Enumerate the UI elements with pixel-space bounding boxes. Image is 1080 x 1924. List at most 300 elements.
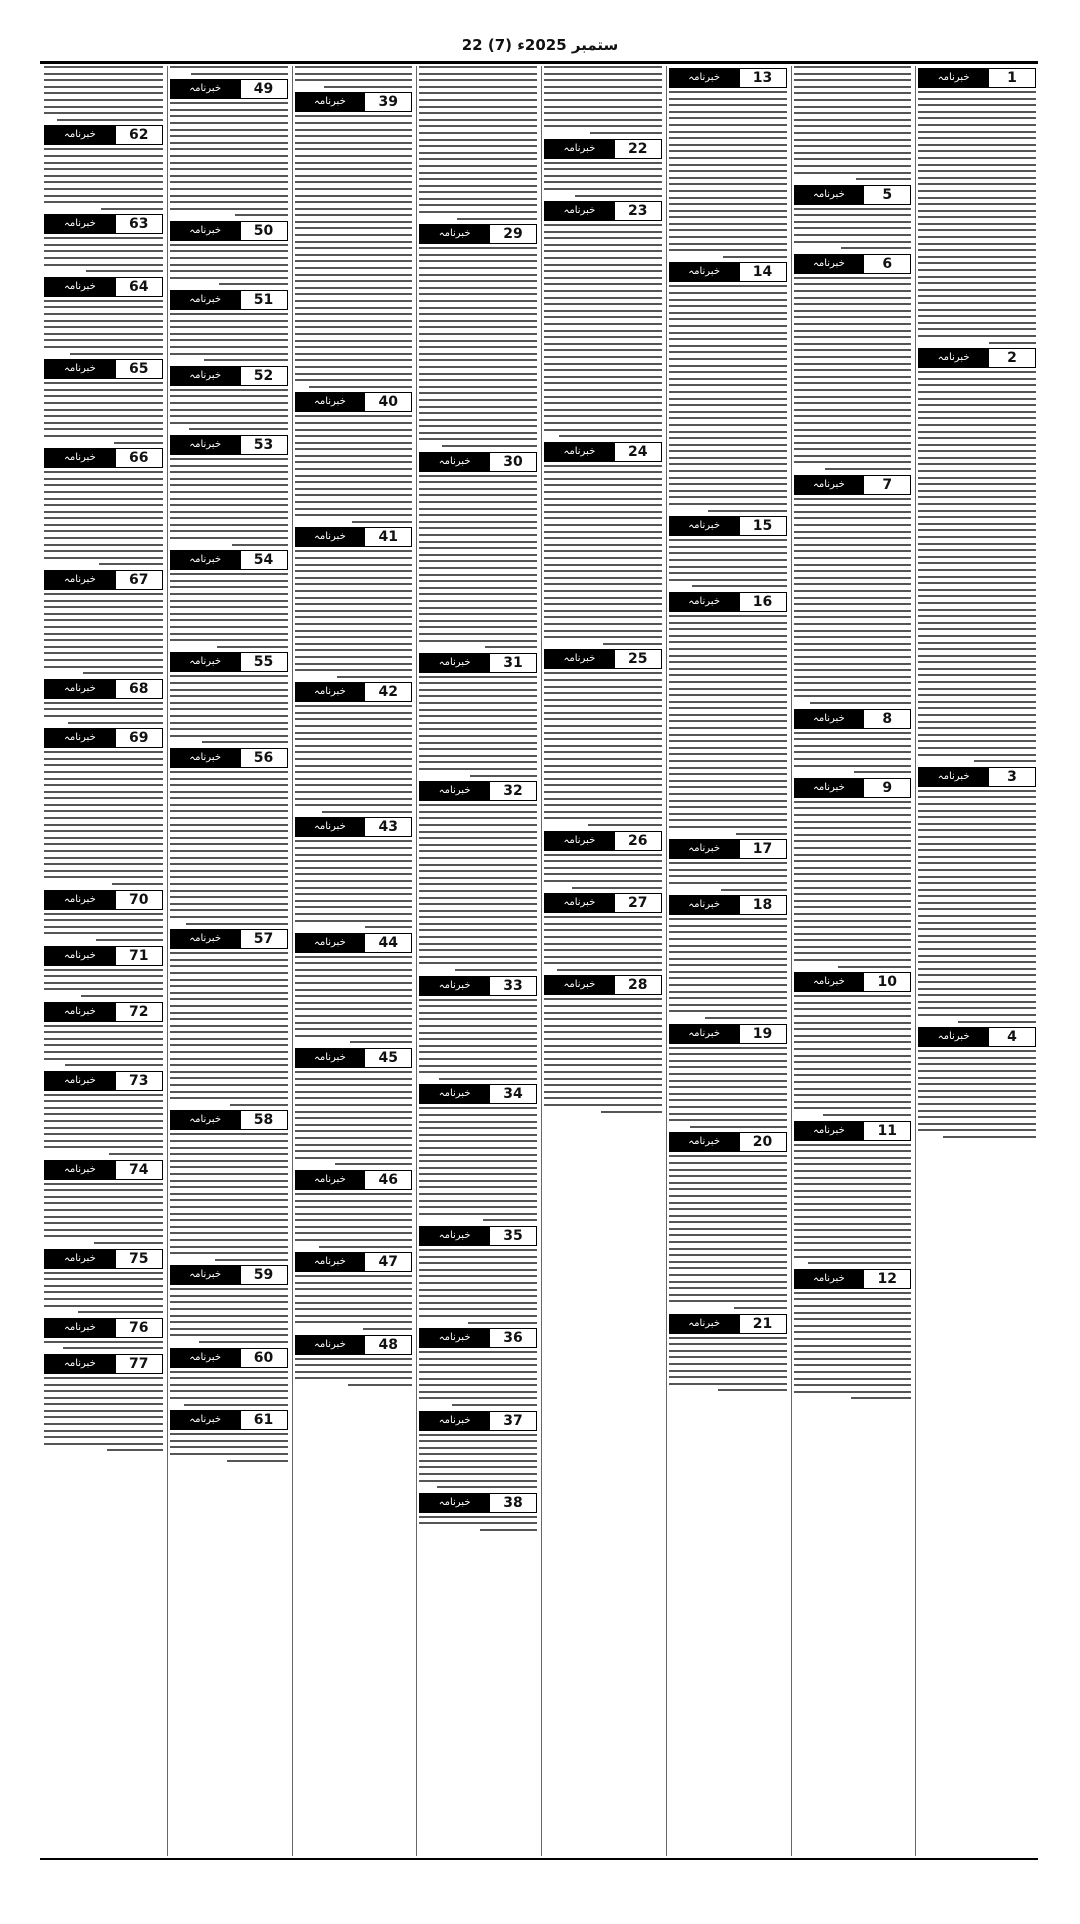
text-line (44, 810, 163, 812)
news-item-label (170, 366, 288, 386)
news-item (44, 890, 163, 941)
news-item-label (44, 679, 163, 699)
text-line (669, 1300, 787, 1302)
text-line (44, 1107, 163, 1109)
text-line (918, 124, 1036, 126)
text-line (669, 1383, 787, 1385)
text-line (669, 223, 787, 225)
text-line (794, 227, 912, 229)
text-line (544, 1078, 662, 1080)
text-line (669, 1195, 787, 1197)
news-item-label (44, 570, 163, 590)
text-line (170, 66, 288, 68)
text-line (44, 326, 163, 328)
text-line (918, 968, 1036, 970)
text-line (669, 483, 787, 485)
news-item (295, 933, 413, 1044)
text-line (669, 431, 787, 433)
text-line (544, 791, 662, 793)
text-line (669, 417, 787, 419)
text-line (324, 86, 412, 88)
text-line (544, 224, 662, 226)
text-line (918, 747, 1036, 749)
text-line (918, 256, 1036, 258)
news-item (170, 550, 288, 648)
news-item-tag: خبرنامہ (45, 680, 115, 698)
text-line (295, 468, 413, 470)
text-line (794, 873, 912, 875)
news-item-label (419, 653, 537, 673)
text-line (295, 1091, 413, 1093)
news-item-number: 9 (863, 779, 910, 797)
news-item-text (419, 1434, 537, 1489)
text-line (295, 1078, 413, 1080)
text-line (295, 129, 413, 131)
text-line (918, 378, 1036, 380)
text-line (44, 1146, 163, 1148)
text-line (419, 1114, 537, 1116)
news-item-tag: خبرنامہ (795, 255, 864, 273)
text-line (295, 873, 413, 875)
text-line (918, 131, 1036, 133)
text-line (794, 1008, 912, 1010)
text-line (419, 1038, 537, 1040)
text-line (170, 1186, 288, 1188)
text-line (295, 758, 413, 760)
text-line (721, 889, 787, 891)
text-line (669, 707, 787, 709)
text-line (44, 395, 163, 397)
text-line (170, 1153, 288, 1155)
text-line (794, 343, 912, 345)
text-line (669, 806, 787, 808)
text-line (419, 857, 537, 859)
text-line (170, 250, 288, 252)
text-line (109, 1153, 162, 1155)
text-line (112, 883, 163, 885)
text-line (419, 178, 537, 180)
news-item (669, 1024, 787, 1128)
text-line (44, 86, 163, 88)
news-item-text (669, 91, 787, 258)
text-line (295, 920, 413, 922)
text-line (295, 115, 413, 117)
news-item (419, 1411, 537, 1489)
text-line (669, 243, 787, 245)
text-line (794, 415, 912, 417)
news-item (794, 185, 912, 250)
text-line (170, 1377, 288, 1379)
news-item-tag: خبرنامہ (670, 896, 739, 914)
bottom-rule (40, 1858, 1038, 1860)
text-line (794, 952, 912, 954)
text-line (544, 99, 662, 101)
text-line (170, 837, 288, 839)
text-line (363, 1328, 412, 1330)
text-line (544, 564, 662, 566)
text-line (544, 860, 662, 862)
text-line (44, 708, 163, 710)
text-line (44, 181, 163, 183)
text-line (295, 1288, 413, 1290)
text-line (295, 610, 413, 612)
news-item-number: 55 (240, 653, 287, 671)
text-line (669, 984, 787, 986)
text-line (794, 241, 912, 243)
text-line (918, 981, 1036, 983)
text-line (669, 111, 787, 113)
text-line (918, 569, 1036, 571)
news-item-number: 53 (240, 436, 287, 454)
news-item-text (419, 1249, 537, 1324)
text-line (170, 264, 288, 266)
text-line (669, 964, 787, 966)
news-item-tag: خبرنامہ (296, 1049, 365, 1067)
text-line (419, 689, 537, 691)
news-item-label (44, 1249, 163, 1269)
text-line (44, 382, 163, 384)
text-line (44, 1094, 163, 1096)
text-line (419, 1058, 537, 1060)
news-item-text (669, 615, 787, 835)
text-line (295, 867, 413, 869)
news-item-text (544, 998, 662, 1112)
text-line (170, 952, 288, 954)
news-item-tag: خبرنامہ (171, 1111, 240, 1129)
text-line (419, 1289, 537, 1291)
text-line (44, 428, 163, 430)
text-line (295, 577, 413, 579)
text-line (295, 962, 413, 964)
text-line (170, 573, 288, 575)
text-line (918, 701, 1036, 703)
text-line (235, 214, 288, 216)
text-line (794, 1216, 912, 1218)
news-item-label (44, 1002, 163, 1022)
text-line (295, 1097, 413, 1099)
text-line (419, 824, 537, 826)
text-line (170, 162, 288, 164)
text-line (295, 514, 413, 516)
text-line (170, 1301, 288, 1303)
text-line (794, 409, 912, 411)
news-item-number: 43 (364, 818, 411, 836)
text-line (544, 1058, 662, 1060)
text-line (544, 854, 662, 856)
text-line (794, 1298, 912, 1300)
text-line (170, 1226, 288, 1228)
text-line (419, 412, 537, 414)
text-line (669, 384, 787, 386)
text-line (718, 1389, 786, 1391)
text-line (918, 417, 1036, 419)
news-item-label (794, 1269, 912, 1289)
text-line (170, 896, 288, 898)
text-line (44, 778, 163, 780)
text-line (350, 1041, 412, 1043)
text-line (184, 1404, 288, 1406)
news-item (918, 767, 1036, 1023)
text-line (44, 913, 163, 915)
news-item-tag: خبرنامہ (296, 1336, 365, 1354)
text-line (794, 498, 912, 500)
text-line (544, 771, 662, 773)
text-line (603, 643, 662, 645)
text-line (44, 633, 163, 635)
text-line (419, 547, 537, 549)
text-line (918, 829, 1036, 831)
news-item-text (295, 840, 413, 928)
text-line (669, 1169, 787, 1171)
text-line (669, 1350, 787, 1352)
text-line (419, 494, 537, 496)
text-line (544, 672, 662, 674)
text-line (295, 448, 413, 450)
news-item-text (44, 471, 163, 565)
text-line (544, 323, 662, 325)
news-item-text (794, 732, 912, 774)
news-item-text (44, 1377, 163, 1452)
text-line (419, 211, 537, 213)
text-line (669, 292, 787, 294)
text-line (669, 559, 787, 561)
text-line (419, 709, 537, 711)
text-line (419, 165, 537, 167)
text-line (170, 135, 288, 137)
text-line (419, 260, 537, 262)
text-line (794, 1318, 912, 1320)
text-line (669, 655, 787, 657)
news-item-label (419, 1328, 537, 1348)
text-line (295, 705, 413, 707)
text-line (669, 1221, 787, 1223)
text-line (794, 636, 912, 638)
news-item-text (44, 148, 163, 209)
text-line (669, 305, 787, 307)
text-line (170, 1097, 288, 1099)
text-line (794, 590, 912, 592)
text-line (295, 1206, 413, 1208)
text-line (295, 854, 413, 856)
text-line (544, 283, 662, 285)
text-line (114, 442, 163, 444)
column-1 (915, 66, 1038, 1856)
text-line (170, 580, 288, 582)
text-line (44, 250, 163, 252)
text-line (191, 73, 288, 75)
text-line (295, 623, 413, 625)
text-line (44, 1051, 163, 1053)
text-line (170, 148, 288, 150)
text-line (295, 738, 413, 740)
text-line (794, 1203, 912, 1205)
news-item-label (295, 1170, 413, 1190)
news-item (419, 781, 537, 971)
text-line (295, 913, 413, 915)
text-line (918, 444, 1036, 446)
text-line (669, 552, 787, 554)
news-item-tag: خبرنامہ (296, 818, 365, 836)
text-line (669, 747, 787, 749)
text-line (44, 1397, 163, 1399)
news-item-tag: خبرنامہ (45, 1072, 115, 1090)
text-line (295, 1302, 413, 1304)
text-line (794, 887, 912, 889)
news-item-text (544, 66, 662, 134)
text-line (918, 223, 1036, 225)
text-line (918, 876, 1036, 878)
text-line (44, 155, 163, 157)
text-line (669, 236, 787, 238)
text-line (44, 817, 163, 819)
news-item-label (44, 1354, 163, 1374)
text-line (170, 857, 288, 859)
text-line (669, 325, 787, 327)
news-item-text (44, 237, 163, 272)
text-line (669, 332, 787, 334)
news-item-tag: خبرنامہ (545, 140, 614, 158)
news-item-label (918, 1027, 1036, 1047)
text-line (669, 991, 787, 993)
text-line (170, 883, 288, 885)
text-line (419, 761, 537, 763)
text-line (44, 791, 163, 793)
text-line (419, 534, 537, 536)
news-item-text (295, 1071, 413, 1165)
text-line (601, 1111, 662, 1113)
text-line (794, 310, 912, 312)
news-item-tag: خبرنامہ (45, 360, 115, 378)
text-line (170, 1044, 288, 1046)
text-line (419, 1167, 537, 1169)
text-line (544, 369, 662, 371)
text-line (823, 1114, 911, 1116)
news-item-label (544, 139, 662, 159)
news-item-tag: خبرنامہ (45, 571, 115, 589)
news-item-text (170, 771, 288, 925)
text-line (918, 216, 1036, 218)
text-line (794, 1107, 912, 1109)
text-line (295, 656, 413, 658)
text-line (170, 1206, 288, 1208)
news-item (295, 1048, 413, 1165)
news-item-text (544, 672, 662, 826)
text-line (170, 1031, 288, 1033)
text-line (544, 382, 662, 384)
text-line (170, 998, 288, 1000)
text-line (918, 282, 1036, 284)
text-line (295, 804, 413, 806)
text-line (295, 1226, 413, 1228)
text-line (794, 1256, 912, 1258)
text-line (419, 501, 537, 503)
text-line (217, 646, 288, 648)
news-item-tag: خبرنامہ (670, 1025, 739, 1043)
text-line (669, 378, 787, 380)
text-line (794, 801, 912, 803)
text-line (295, 643, 413, 645)
text-line (794, 900, 912, 902)
text-line (544, 244, 662, 246)
text-line (419, 185, 537, 187)
news-item-text (170, 952, 288, 1106)
text-line (170, 458, 288, 460)
text-line (170, 1160, 288, 1162)
text-line (918, 91, 1036, 93)
news-item-text (170, 102, 288, 216)
news-item-text (794, 208, 912, 250)
news-item-label (170, 1410, 288, 1430)
text-line (419, 1012, 537, 1014)
text-line (295, 1015, 413, 1017)
text-line (544, 92, 662, 94)
text-line (419, 613, 537, 615)
text-line (83, 672, 163, 674)
news-item (295, 1170, 413, 1248)
text-line (419, 99, 537, 101)
text-line (170, 1071, 288, 1073)
news-item-tag: خبرنامہ (45, 1355, 115, 1373)
news-item-label (419, 1493, 537, 1513)
text-line (419, 386, 537, 388)
text-line (544, 699, 662, 701)
text-line (44, 162, 163, 164)
text-line (918, 164, 1036, 166)
text-line (669, 539, 787, 541)
text-line (544, 929, 662, 931)
text-line (669, 503, 787, 505)
text-line (419, 804, 537, 806)
text-line (419, 145, 537, 147)
text-line (918, 836, 1036, 838)
text-line (419, 1065, 537, 1067)
text-line (419, 379, 537, 381)
text-line (794, 1351, 912, 1353)
news-item-number: 49 (240, 80, 287, 98)
text-line (295, 422, 413, 424)
text-line (918, 1123, 1036, 1125)
text-line (794, 158, 912, 160)
text-line (419, 1371, 537, 1373)
text-line (170, 626, 288, 628)
text-line (918, 928, 1036, 930)
text-line (295, 300, 413, 302)
text-line (295, 1150, 413, 1152)
text-line (170, 422, 288, 424)
text-line (170, 389, 288, 391)
text-line (794, 695, 912, 697)
news-item-number: 4 (988, 1028, 1035, 1046)
text-line (419, 1140, 537, 1142)
text-line (170, 326, 288, 328)
text-line (918, 431, 1036, 433)
text-line (419, 949, 537, 951)
text-line (544, 590, 662, 592)
text-line (170, 129, 288, 131)
news-item-number: 28 (614, 976, 661, 994)
text-line (295, 274, 413, 276)
text-line (295, 725, 413, 727)
text-line (918, 948, 1036, 950)
text-line (419, 929, 537, 931)
text-line (918, 457, 1036, 459)
text-line (170, 804, 288, 806)
text-line (44, 1113, 163, 1115)
text-line (295, 195, 413, 197)
text-line (918, 961, 1036, 963)
text-line (44, 824, 163, 826)
news-item-text (170, 675, 288, 743)
